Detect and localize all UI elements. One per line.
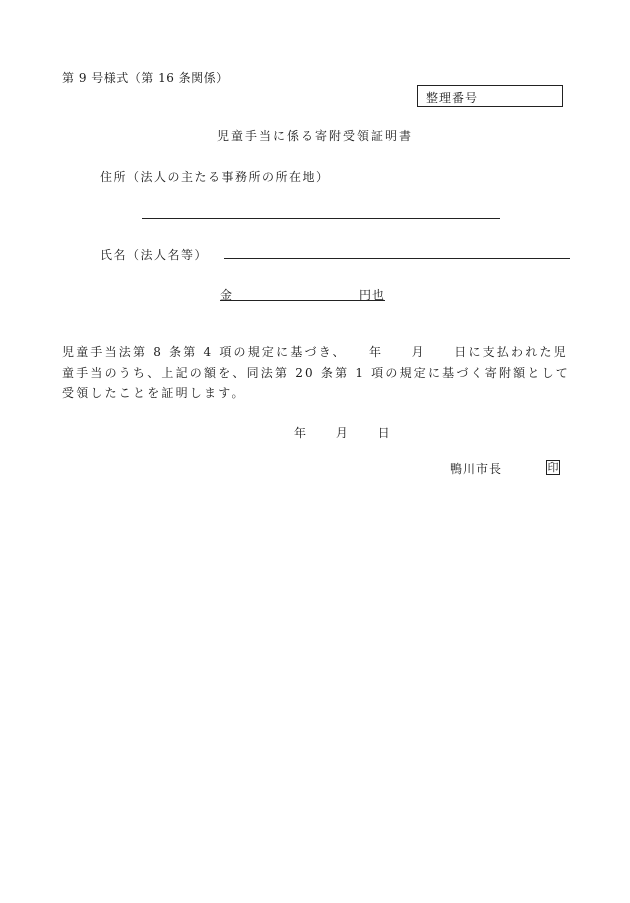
certification-text: 児童手当法第 8 条第 4 項の規定に基づき、 年 月 日に支払われた児童手当のうち、上記の額を、同法第 20 条第 1 項の規定に基づく寄附額として受領したことを証明します。 [62,345,570,400]
amount-prefix: 金 [220,288,233,302]
seal-stamp: 印 [547,461,559,474]
document-title: 児童手当に係る寄附受領証明書 [216,129,413,143]
name-line [224,258,570,259]
reference-number-box [417,85,563,107]
name-label: 氏名（法人名等） [100,248,209,262]
address-label: 住所（法人の主たる事務所の所在地） [100,170,330,184]
form-number: 第 9 号様式（第 16 条関係） [62,71,229,85]
address-line [142,218,500,219]
amount-suffix: 円也 [358,288,385,302]
reference-number-label: 整理番号 [426,91,479,105]
issue-date: 年 月 日 [294,426,390,440]
signer-title: 鴨川市長 [450,462,503,476]
amount-field [220,286,385,301]
